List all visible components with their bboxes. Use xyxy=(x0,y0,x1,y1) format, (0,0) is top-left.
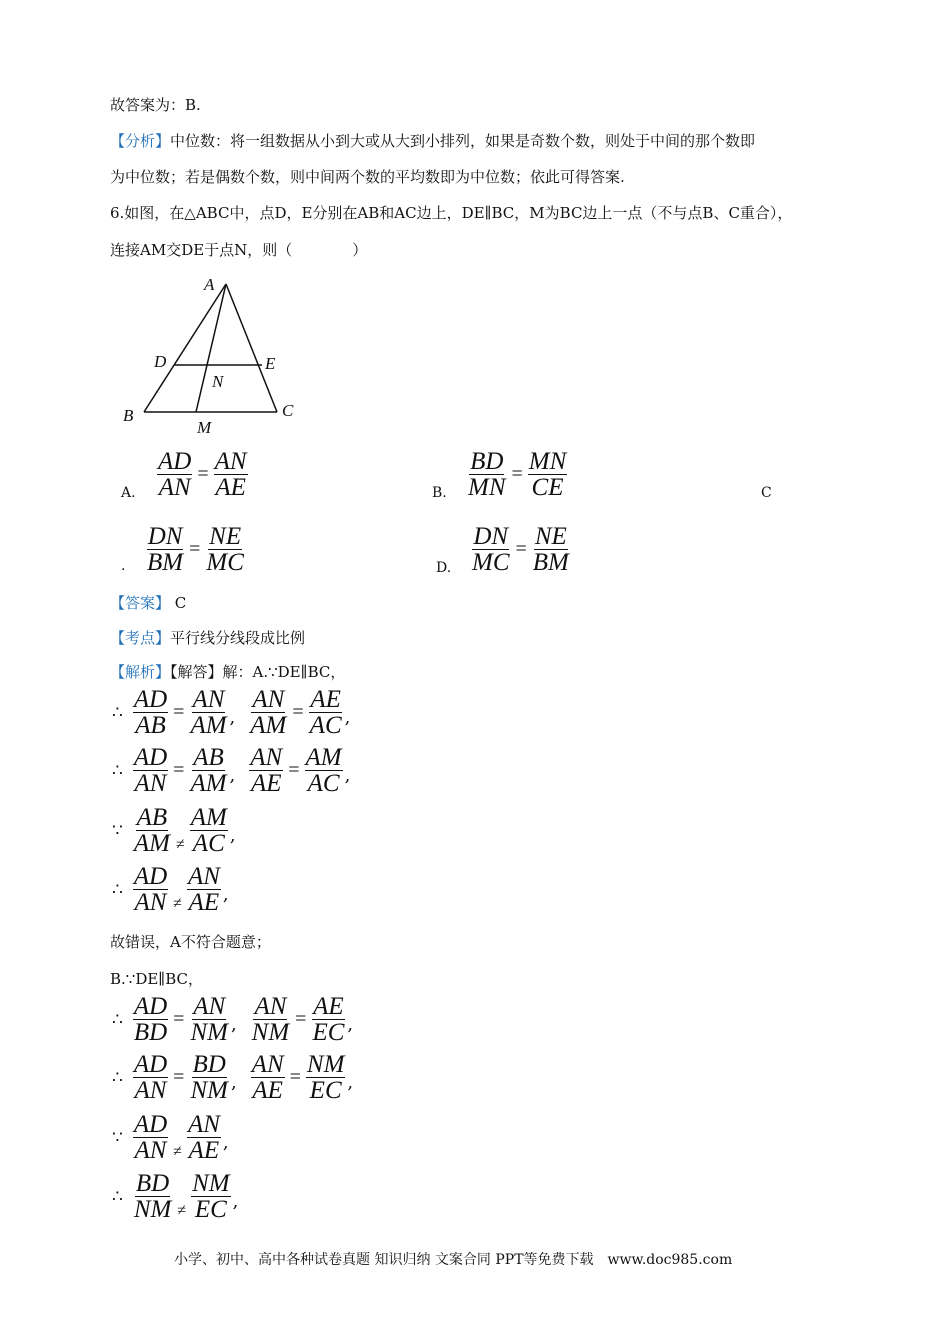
point-value: 平行线分线段成比例 xyxy=(170,629,306,647)
side-ab xyxy=(144,284,226,412)
side-ac xyxy=(226,284,277,412)
step-a-3: ∵ $\frac{AB}{AM}$ ≠ $\frac{AM}{AC}$ , xyxy=(112,804,236,857)
fraction: $\frac{AN}{NM}$ xyxy=(251,993,290,1046)
analysis-line-1 xyxy=(110,130,755,151)
question-6-line-2: 连接AM交DE于点N，则（ ） xyxy=(110,241,368,259)
option-c-letter: C xyxy=(761,485,772,501)
triangle-figure xyxy=(115,270,315,440)
fraction: $\frac{AN}{AM}$ xyxy=(250,686,287,739)
fraction: $\frac{AN}{AE}$ xyxy=(187,1111,220,1164)
fraction: $\frac{AD}{AN}$ xyxy=(133,744,168,797)
fraction: $\frac{AN}{AE}$ xyxy=(187,863,220,916)
fraction: $\frac{NE}{MC}$ xyxy=(206,523,244,576)
option-d-formula: $\frac{DN}{MC}$ = $\frac{NE}{BM}$ xyxy=(472,523,569,576)
label-d: D xyxy=(154,352,167,371)
answer-line-prev: 故答案为：B. xyxy=(110,96,201,114)
point-line xyxy=(110,627,305,648)
answer-value: C xyxy=(174,594,187,612)
analysis-tag-2: 【解析】 xyxy=(110,663,171,681)
answer-line xyxy=(110,592,186,613)
fraction: $\frac{AD}{AN}$ xyxy=(133,863,168,916)
analysis-text: 中位数：将一组数据从小到大或从大到小排列，如果是奇数个数，则处于中间的那个数即 xyxy=(170,132,756,150)
fraction: $\frac{AB}{AM}$ xyxy=(190,744,227,797)
step-b-2: ∴ $\frac{AD}{AN}$ = $\frac{BD}{NM}$ , $\frac{AN}{AE}$ = $\frac{NM}{EC}$ , xyxy=(112,1051,354,1104)
fraction: $\frac{AD}{BD}$ xyxy=(133,993,168,1046)
option-b-formula: $\frac{BD}{MN}$ = $\frac{MN}{CE}$ xyxy=(468,448,567,501)
label-n: N xyxy=(212,372,224,391)
fraction: $\frac{AD}{AB}$ xyxy=(133,686,168,739)
fraction: $\frac{AN}{AM}$ xyxy=(190,686,227,739)
option-c-formula: $\frac{DN}{BM}$ = $\frac{NE}{MC}$ xyxy=(147,523,244,576)
conclusion-a: 故错误，A不符合题意； xyxy=(110,933,271,951)
fraction: $\frac{DN}{MC}$ xyxy=(472,523,510,576)
point-tag: 【考点】 xyxy=(110,629,171,647)
fraction: $\frac{AM}{AC}$ xyxy=(305,744,342,797)
answer-tag: 【答案】 xyxy=(110,594,171,612)
fraction: $\frac{AN}{AE}$ xyxy=(251,1051,284,1104)
option-d-letter: D. xyxy=(436,560,452,576)
step-b-3: ∵ $\frac{AD}{AN}$ ≠ $\frac{AN}{AE}$ , xyxy=(112,1111,229,1164)
fraction: $\frac{BD}{MN}$ xyxy=(468,448,506,501)
option-c-dot: . xyxy=(121,558,126,574)
option-b-letter: B. xyxy=(432,485,447,501)
option-a-letter: A. xyxy=(121,485,136,501)
analysis-value: 【解答】解：A.∵DE∥BC， xyxy=(170,663,346,681)
fraction: $\frac{AN}{NM}$ xyxy=(190,993,228,1046)
question-6-line-1: 6.如图，在△ABC中，点D，E分别在AB和AC边上，DE∥BC，M为BC边上一点（不与点B、C重合）， xyxy=(110,204,793,222)
fraction: $\frac{AM}{AC}$ xyxy=(190,804,227,857)
fraction: $\frac{DN}{BM}$ xyxy=(147,523,184,576)
fraction: $\frac{NM}{EC}$ xyxy=(306,1051,345,1104)
fraction: $\frac{AN}{AE}$ xyxy=(214,448,247,501)
label-a: A xyxy=(204,275,215,294)
fraction: $\frac{BD}{NM}$ xyxy=(190,1051,228,1104)
label-b: B xyxy=(123,406,134,425)
fraction: $\frac{AE}{EC}$ xyxy=(312,993,345,1046)
step-a-1: ∴ $\frac{AD}{AB}$ = $\frac{AN}{AM}$ , $\frac{AN}{AM}$ = $\frac{AE}{AC}$ , xyxy=(112,686,351,739)
step-a-4: ∴ $\frac{AD}{AN}$ ≠ $\frac{AN}{AE}$ , xyxy=(112,863,229,916)
page-footer: 小学、初中、高中各种试卷真题 知识归纳 文案合同 PPT等免费下载 www.doc985.com xyxy=(174,1252,733,1268)
label-e: E xyxy=(265,354,276,373)
label-c: C xyxy=(282,401,294,420)
analysis-line-2: 为中位数；若是偶数个数，则中间两个数的平均数即为中位数；依此可得答案. xyxy=(110,168,625,186)
fraction: $\frac{AE}{AC}$ xyxy=(309,686,342,739)
analysis-line xyxy=(110,661,345,682)
step-a-2: ∴ $\frac{AD}{AN}$ = $\frac{AB}{AM}$ , $\frac{AN}{AE}$ = $\frac{AM}{AC}$ , xyxy=(112,744,351,797)
fraction: $\frac{AB}{AM}$ xyxy=(133,804,170,857)
fraction: $\frac{NE}{BM}$ xyxy=(532,523,569,576)
option-a-formula: $\frac{AD}{AN}$ = $\frac{AN}{AE}$ xyxy=(158,448,247,501)
fraction: $\frac{MN}{CE}$ xyxy=(528,448,567,501)
fraction: $\frac{AD}{AN}$ xyxy=(133,1051,168,1104)
label-m: M xyxy=(197,418,212,437)
step-b-1: ∴ $\frac{AD}{BD}$ = $\frac{AN}{NM}$ , $\frac{AN}{NM}$ = $\frac{AE}{EC}$ , xyxy=(112,993,354,1046)
fraction: $\frac{BD}{NM}$ xyxy=(133,1170,172,1223)
fraction: $\frac{AN}{AE}$ xyxy=(250,744,283,797)
fraction: $\frac{AD}{AN}$ xyxy=(158,448,192,501)
part-b-start: B.∵DE∥BC， xyxy=(110,970,204,988)
step-b-4: ∴ $\frac{BD}{NM}$ ≠ $\frac{NM}{EC}$ , xyxy=(112,1170,239,1223)
fraction: $\frac{NM}{EC}$ xyxy=(192,1170,230,1223)
fraction: $\frac{AD}{AN}$ xyxy=(133,1111,168,1164)
segment-am xyxy=(196,284,226,412)
analysis-tag: 【分析】 xyxy=(110,132,171,150)
